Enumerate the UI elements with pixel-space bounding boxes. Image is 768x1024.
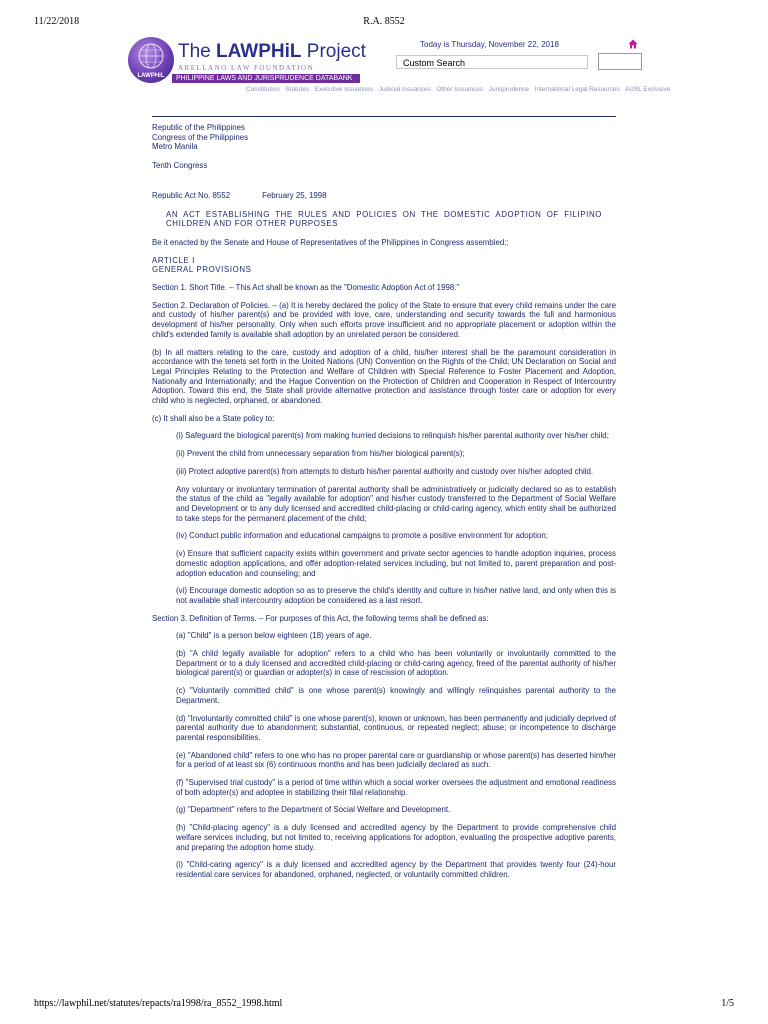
act-title: AN ACT ESTABLISHING THE RULES AND POLICIES ON THE DOMESTIC ADOPTION OF FILIPINO CHILDREN AND FOR OTHER PURPOSES [166, 209, 602, 229]
nav-jurisprudence[interactable]: Jurisprudence [488, 86, 529, 93]
page-counter: 1/5 [721, 998, 734, 1009]
site-title: The LAWPHiL Project [178, 41, 366, 62]
nav-executive-issuances[interactable]: Executive Issuances [314, 86, 374, 93]
section-2-c-iv: (iv) Conduct public information and educational campaigns to promote a positive environment for adoption; [176, 531, 548, 541]
nav-ausl-exclusive[interactable]: AUSL Exclusive [625, 86, 671, 93]
definition-g: (g) "Department" refers to the Department of Social Welfare and Development. [176, 805, 451, 815]
section-2-c-iii-cont: Any voluntary or involuntary termination of parental authority shall be administratively or judicially declared so as to establish the status of the child as "legally available for adoption" and his/her custody transferred to the Department of Social Welfare and Development or to any duly licensed and accredited child-placing or child-caring agency, which entity shall be authorized to take steps for the permanent placement of the child; [176, 484, 616, 523]
definition-b: (b) "A child legally available for adoption" refers to a child who has been voluntarily or involuntarily committed to the Department or to a duly licensed and accredited child-placing or child-caring agency, freed of the parental authority of his/her biological parent(s) or guardian or adopter(s) in case of rescission of adoption. [176, 649, 616, 678]
print-footer [34, 998, 734, 1012]
section-2-c-vi: (vi) Encourage domestic adoption so as to preserve the child's identity and culture in his/her native land, and only when this is not available shall intercountry adoption be considered as a last resort. [176, 586, 616, 605]
definition-i: (i) "Child-caring agency" is a duly licensed and accredited agency by the Department that provides twenty four (24)-hour residential care services for abandoned, orphaned, neglected, or voluntarily committed children. [176, 860, 616, 879]
section-2-c-iii: (iii) Protect adoptive parent(s) from attempts to disturb his/her parental authority and custody over his/her adopted child. [176, 466, 594, 476]
definition-d: (d) "Involuntarily committed child" is one whose parent(s), known or unknown, has been permanently and judicially deprived of parental authority due to abandonment; substantial, continuous, or repeated neglect; abuse; or incompetence to discharge parental responsibilities. [176, 713, 616, 742]
congress-heading: Congress of the Philippines [152, 132, 249, 142]
today-date: Today is Thursday, November 22, 2018 [420, 40, 559, 49]
section-3: Section 3. Definition of Terms. – For purposes of this Act, the following terms shall be defined as: [152, 613, 489, 623]
foundation-name: ARELLANO LAW FOUNDATION [178, 64, 315, 72]
definition-f: (f) "Supervised trial custody" is a period of time within which a social worker oversees the adjustment and emotional readiness of both adopter(s) and adoptee in stabilizing their filial relationship. [176, 778, 616, 797]
search-button[interactable] [598, 53, 642, 70]
definition-h: (h) "Child-placing agency" is a duly licensed and accredited agency by the Department to provide comprehensive child welfare services including, but not limited to, receiving applications for adoption, evaluating the prospective adoptive parents, and preparing the adoption home study. [176, 823, 616, 852]
print-title: R.A. 8552 [363, 16, 405, 27]
globe-icon [134, 41, 168, 71]
site-logo[interactable] [128, 37, 366, 87]
city-heading: Metro Manila [152, 142, 198, 152]
section-2-c-i: (i) Safeguard the biological parent(s) from making hurried decisions to relinquish his/her parental authority over his/her child; [176, 431, 609, 441]
session-heading: Tenth Congress [152, 161, 208, 171]
section-2-a: Section 2. Declaration of Policies. – (a) It is hereby declared the policy of the State to ensure that every child remains under the care and custody of his/her parent(s) and be provided with love, care, understanding and security towards the full and harmonious development of his/her personality. Only when such efforts prove insufficient and no appropriate placement or adoption within the child's extended family is available shall adoption by an unrelated person be considered. [152, 300, 616, 339]
nav-statutes[interactable]: Statutes [285, 86, 309, 93]
section-2-b: (b) In all matters relating to the care, custody and adoption of a child, his/her interest shall be the paramount consideration in accordance with the tenets set forth in the United Nations (UN) Convention on the Rights of the Child; UN Declaration on Social and Legal Principles Relating to the Protection and Welfare of Children with Special Reference to Foster Placement and Adoption, Nationally and Internationally; and the Hague Convention on the Protection of Children and Cooperation in Respect of Intercountry Adoption. Toward this end, the State shall provide alternative protection and assistance through foster care or adoption for every child who is neglected, orphaned, or abandoned. [152, 347, 616, 406]
definition-a: (a) "Child" is a person below eighteen (18) years of age. [176, 631, 372, 641]
print-date: 11/22/2018 [34, 16, 80, 27]
nav-judicial-issuances[interactable]: Judicial Issuances [378, 86, 431, 93]
nav-constitution[interactable]: Constitution [246, 86, 280, 93]
definition-e: (e) "Abandoned child" refers to one who has no proper parental care or guardianship or whose parent(s) has deserted him/her for a period of at least six (6) continuous months and has been judicially declared as such. [176, 750, 616, 770]
enacting-clause: Be it enacted by the Senate and House of Representatives of the Philippines in Congress assembled:: [152, 237, 509, 247]
article-number: ARTICLE I [152, 255, 195, 265]
home-icon[interactable] [628, 39, 638, 49]
logo-text: LAWPHiL [137, 73, 165, 79]
statute-body [152, 123, 616, 888]
article-title: GENERAL PROVISIONS [152, 265, 252, 275]
print-header [34, 16, 734, 30]
lawphil-emblem [128, 37, 174, 83]
header-divider [152, 116, 616, 117]
page-url: https://lawphil.net/statutes/repacts/ra1998/ra_8552_1998.html [34, 998, 283, 1009]
section-2-c: (c) It shall also be a State policy to: [152, 413, 275, 423]
section-1: Section 1. Short Title. – This Act shall be known as the "Domestic Adoption Act of 1998." [152, 283, 460, 293]
databank-banner: PHILIPPINE LAWS AND JURISPRUDENCE DATABANK [172, 74, 360, 83]
custom-search-input[interactable]: Custom Search [396, 55, 588, 69]
section-2-c-ii: (ii) Prevent the child from unnecessary separation from his/her biological parent(s); [176, 449, 465, 459]
section-2-c-v: (v) Ensure that sufficient capacity exists within government and private sector agencies to handle adoption inquiries, process domestic adoption applications, and offer adoption-related services including, but not limited to, parent preparation and post-adoption education and counseling; and [176, 549, 616, 578]
act-number-line [152, 191, 616, 201]
act-date: February 25, 1998 [262, 190, 327, 200]
top-nav [246, 86, 734, 96]
republic-heading: Republic of the Philippines [152, 123, 245, 132]
definition-c: (c) "Voluntarily committed child" is one whose parent(s) knowingly and willingly relinquishes parental authority to the Department. [176, 686, 616, 705]
nav-international-legal-resources[interactable]: International Legal Resources [534, 86, 620, 93]
act-number: Republic Act No. 8552 [152, 190, 231, 200]
nav-other-issuances[interactable]: Other Issuances [436, 86, 484, 93]
